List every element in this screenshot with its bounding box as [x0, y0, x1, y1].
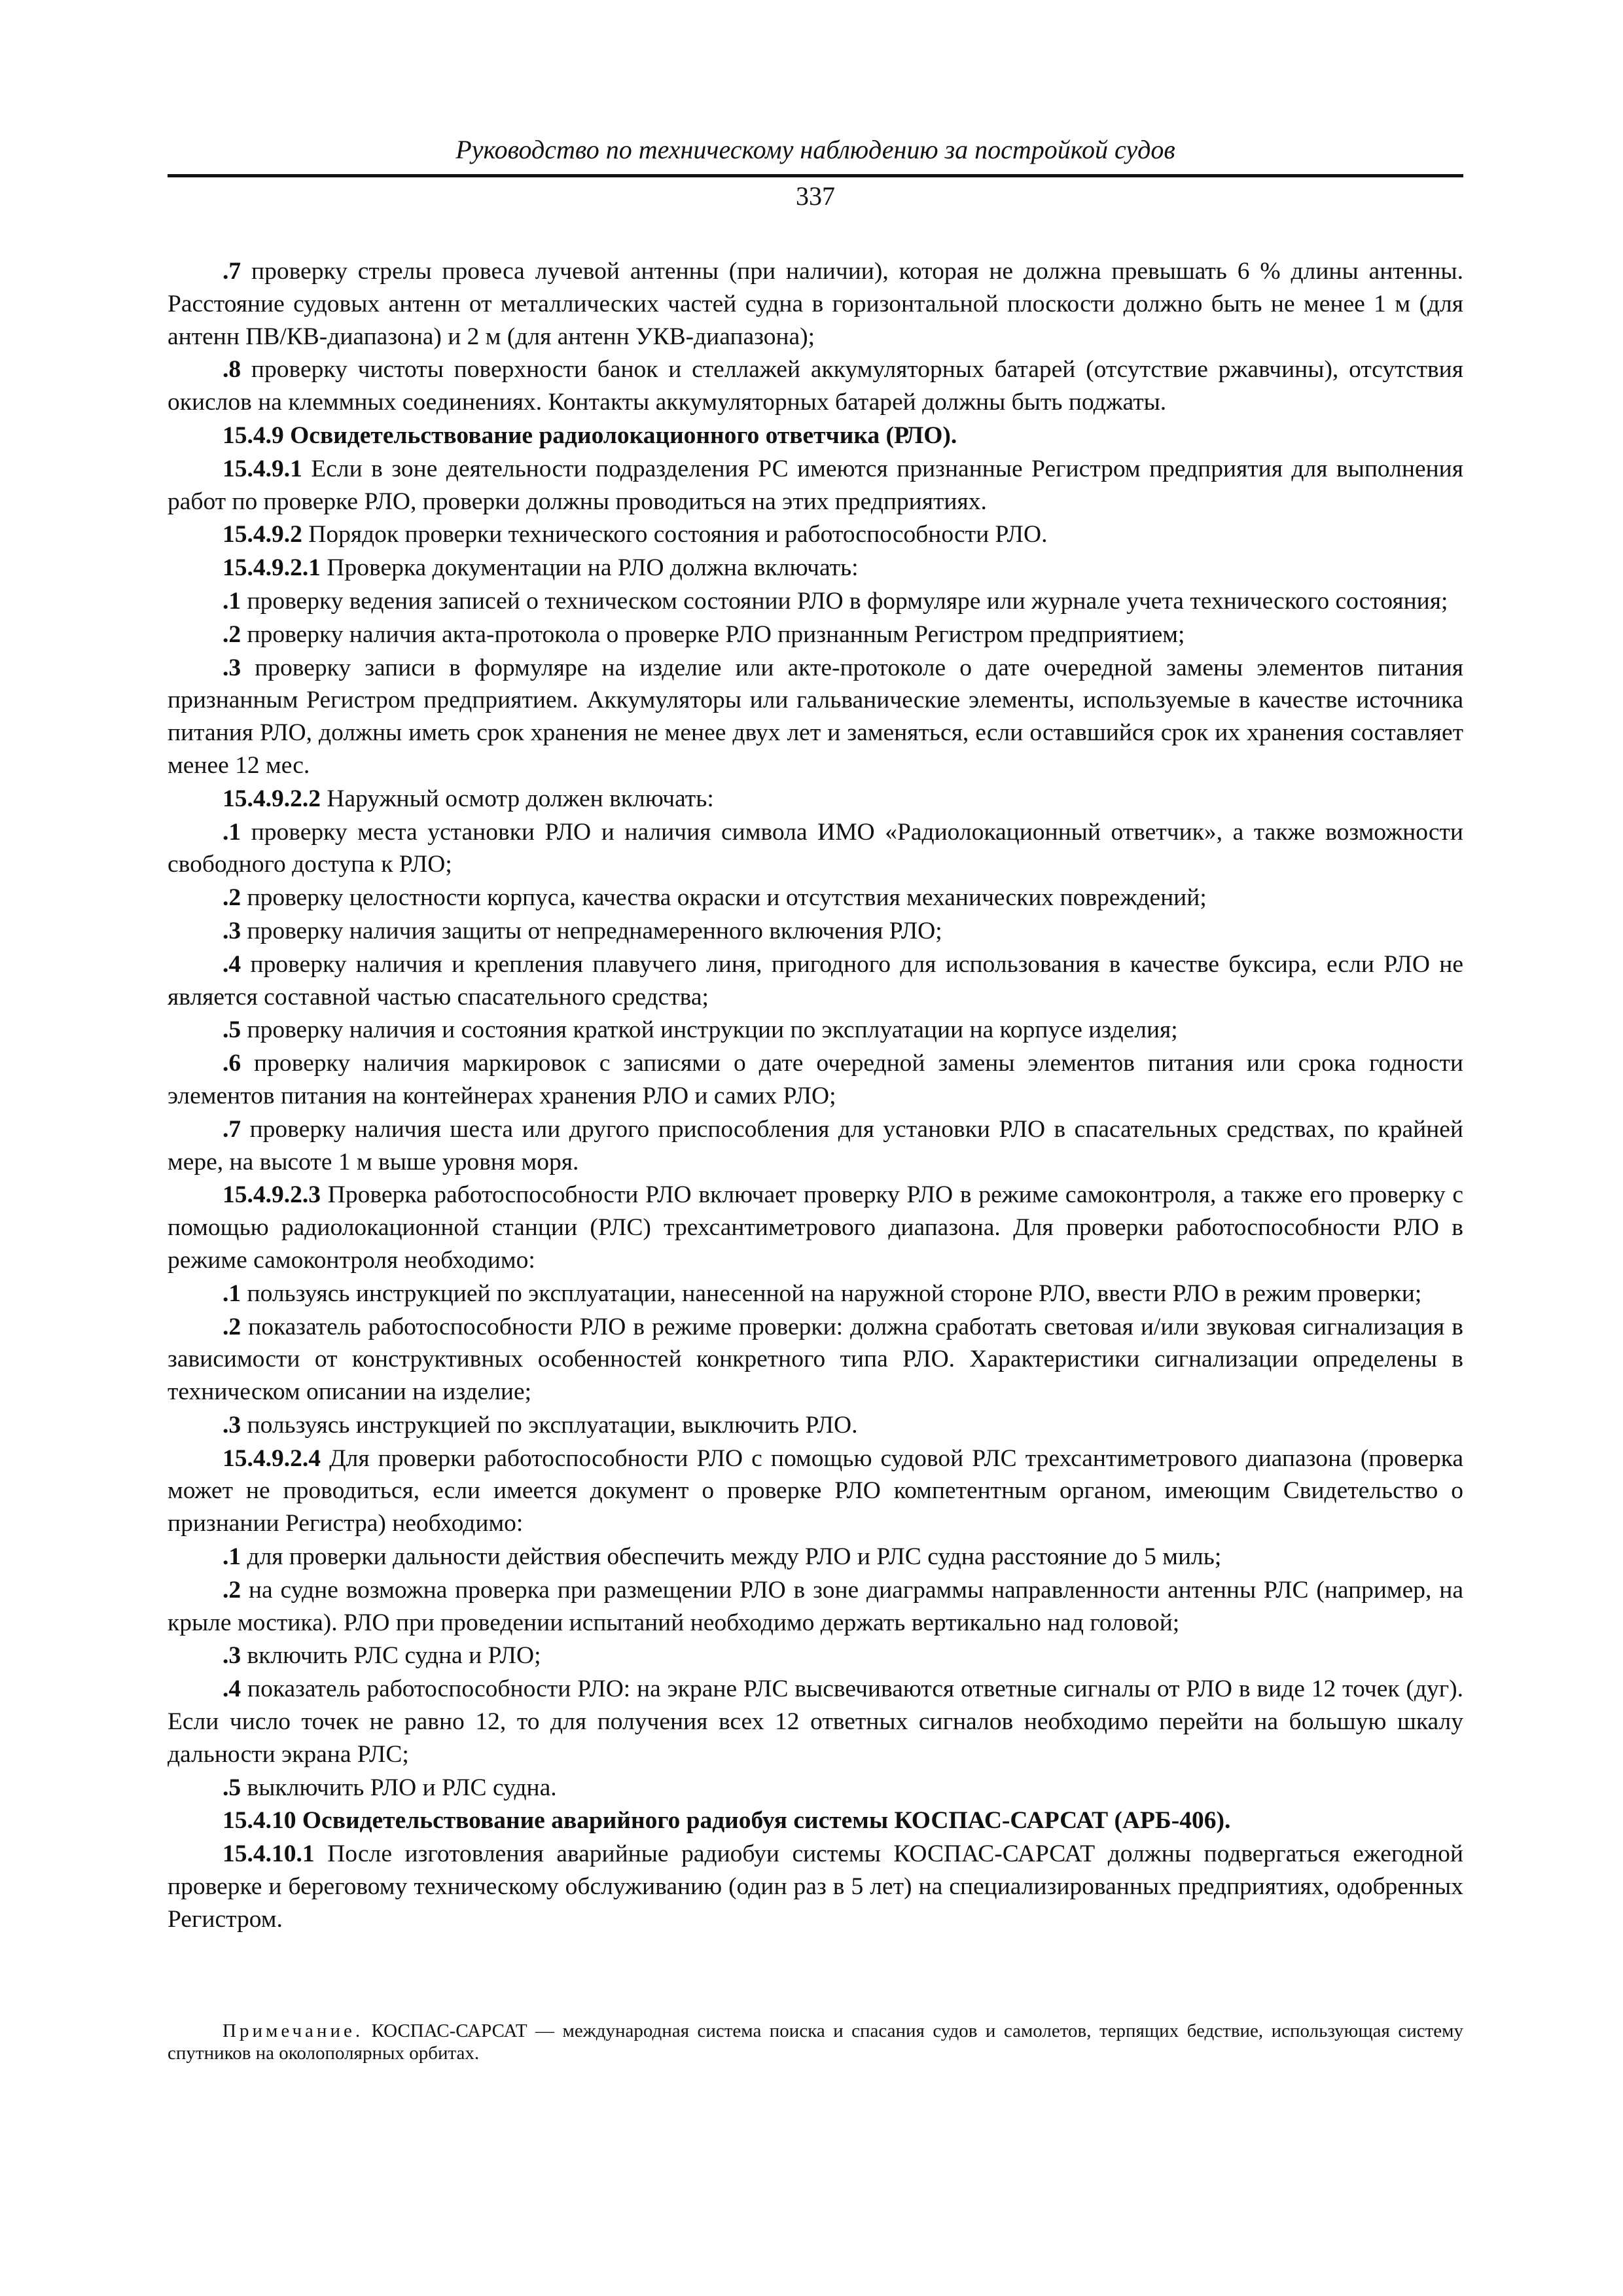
item-number: .1	[223, 587, 241, 615]
paragraph-text: пользуясь инструкцией по эксплуатации, выключить РЛО.	[241, 1411, 858, 1439]
page-number: 337	[796, 181, 835, 211]
paragraph-text: Проверка документации на РЛО должна включать:	[321, 554, 859, 582]
item-number: 15.4.9.2.2	[223, 785, 321, 812]
body-text	[168, 255, 1463, 1937]
paragraph-text: проверку целостности корпуса, качества окраски и отсутствия механических повреждений;	[241, 884, 1207, 912]
paragraph	[168, 1014, 1463, 1047]
paragraph-text: проверку наличия и состояния краткой инструкции по эксплуатации на корпусе изделия;	[241, 1016, 1178, 1044]
paragraph-text: проверку наличия шеста или другого приспособления для установки РЛО в спасательных средствах, по крайней мере, на высоте 1 м выше уровня моря.	[168, 1115, 1463, 1175]
paragraph-text: Для проверки работоспособности РЛО с помощью судовой РЛС трехсантиметрового диапазона (проверка может не проводиться, если имеется документ о проверке РЛО компетентным органом, имеющим Свидетельство о признании Регистра) необходимо:	[168, 1444, 1463, 1537]
item-number: .3	[223, 1642, 241, 1670]
item-number: .1	[223, 818, 241, 846]
item-number: 15.4.10.1	[223, 1840, 315, 1868]
paragraph	[168, 255, 1463, 353]
paragraph	[168, 552, 1463, 584]
item-number: 15.4.9.2.3	[223, 1181, 321, 1209]
paragraph	[168, 1772, 1463, 1804]
paragraph	[168, 1179, 1463, 1276]
paragraph	[168, 1574, 1463, 1640]
paragraph-text: выключить РЛО и РЛС судна.	[241, 1774, 557, 1801]
item-number: .4	[223, 1676, 241, 1703]
item-number: .3	[223, 1411, 241, 1439]
section-heading	[168, 1804, 1463, 1837]
paragraph-text: Если в зоне деятельности подразделения РС имеются признанные Регистром предприятия для выполнения работ по проверке РЛО, проверки должны проводиться на этих предприятиях.	[168, 455, 1463, 515]
paragraph	[168, 518, 1463, 551]
paragraph	[168, 1278, 1463, 1310]
paragraph-text: проверку ведения записей о техническом состоянии РЛО в формуляре или журнале учета технического состояния;	[241, 587, 1448, 615]
paragraph	[168, 816, 1463, 882]
paragraph-text: для проверки дальности действия обеспечить между РЛО и РЛС судна расстояние до 5 миль;	[241, 1543, 1222, 1571]
paragraph	[168, 1838, 1463, 1935]
item-number: .5	[223, 1016, 241, 1044]
item-number: .7	[223, 258, 241, 285]
item-number: .1	[223, 1543, 241, 1571]
paragraph	[168, 1640, 1463, 1672]
paragraph	[168, 915, 1463, 948]
item-number: 15.4.9.2.4	[223, 1444, 321, 1472]
paragraph-text: проверку наличия и крепления плавучего линя, пригодного для использования в качестве буксира, если РЛО не является составной частью спасательного средства;	[168, 950, 1463, 1011]
paragraph	[168, 948, 1463, 1014]
paragraph-text: проверку записи в формуляре на изделие или акте-протоколе о дате очередной замены элементов питания признанным Регистром предприятием. Аккумуляторы или гальванические элементы, используемые в качестве источника питания РЛО, должны иметь срок хранения не менее двух лет и заменяться, если оставшийся срок их хранения составляет менее 12 мес.	[168, 654, 1463, 779]
note-text: КОСПАС-САРСАТ — международная система поиска и спасания судов и самолетов, терпящих бедствие, использующая систему спутников на околополярных орбитах.	[168, 2020, 1463, 2064]
paragraph	[168, 783, 1463, 816]
footnote	[168, 2020, 1463, 2064]
paragraph	[168, 1443, 1463, 1540]
item-number: .1	[223, 1280, 241, 1307]
item-number: .2	[223, 620, 241, 648]
item-number: 15.4.9.1	[223, 455, 302, 482]
paragraph-text: После изготовления аварийные радиобуи системы КОСПАС-САРСАТ должны подвергаться ежегодной проверке и береговому техническому обслуживанию (один раз в 5 лет) на специализированных предприятиях, одобренных Регистром.	[168, 1840, 1463, 1933]
item-number: .7	[223, 1115, 241, 1143]
item-number: 15.4.9.2.1	[223, 554, 321, 582]
item-number: .2	[223, 1313, 241, 1340]
item-number: .3	[223, 917, 241, 944]
paragraph	[168, 1541, 1463, 1573]
paragraph	[168, 652, 1463, 782]
item-number: 15.4.9.2	[223, 521, 302, 548]
paragraph	[168, 453, 1463, 518]
paragraph-text: включить РЛС судна и РЛО;	[241, 1642, 541, 1670]
paragraph	[168, 1113, 1463, 1179]
paragraph-text: Проверка работоспособности РЛО включает проверку РЛО в режиме самоконтроля, а также его проверку с помощью радиолокационной станции (РЛС) трехсантиметрового диапазона. Для проверки работоспособности РЛО в режиме самоконтроля необходимо:	[168, 1181, 1463, 1274]
paragraph-text: проверку стрелы провеса лучевой антенны (при наличии), которая не должна превышать 6 % длины антенны. Расстояние судовых антенн от металлических частей судна в горизонтальной плоскости должно быть не менее 1 м (для антенн ПВ/КВ-диапазона) и 2 м (для антенн УКВ-диапазона);	[168, 258, 1463, 350]
paragraph-text: показатель работоспособности РЛО в режиме проверки: должна сработать световая и/или звуковая сигнализация в зависимости от конструктивных особенностей конкретного типа РЛО. Характеристики сигнализации определены в техническом описании на изделие;	[168, 1313, 1463, 1406]
paragraph	[168, 882, 1463, 914]
paragraph-text: проверку места установки РЛО и наличия символа ИМО «Радиолокационный ответчик», а также возможности свободного доступа к РЛО;	[168, 818, 1463, 878]
item-number: .8	[223, 356, 241, 384]
paragraph-text: Порядок проверки технического состояния и работоспособности РЛО.	[302, 521, 1048, 548]
paragraph-text: показатель работоспособности РЛО: на экране РЛС высвечиваются ответные сигналы от РЛО в виде 12 точек (дуг). Если число точек не равно 12, то для получения всех 12 ответных сигналов необходимо перейти на большую шкалу дальности экрана РЛС;	[168, 1676, 1463, 1768]
paragraph	[168, 1311, 1463, 1408]
item-number: .3	[223, 654, 241, 681]
item-number: .4	[223, 950, 241, 978]
section-heading-text: 15.4.10 Освидетельствование аварийного радиобуя системы КОСПАС-САРСАТ (АРБ-406).	[223, 1807, 1231, 1835]
header-rule	[168, 174, 1463, 177]
item-number: .6	[223, 1050, 241, 1077]
paragraph-text: Наружный осмотр должен включать:	[321, 785, 714, 812]
paragraph-text: проверку наличия маркировок с записями о дате очередной замены элементов питания или срока годности элементов питания на контейнерах хранения РЛО и самих РЛО;	[168, 1050, 1463, 1109]
section-heading-text: 15.4.9 Освидетельствование радиолокационного ответчика (РЛО).	[223, 422, 957, 449]
paragraph	[168, 353, 1463, 419]
running-header: Руководство по техническому наблюдению за постройкой судов	[455, 135, 1175, 164]
paragraph-text: проверку наличия защиты от непреднамеренного включения РЛО;	[241, 917, 942, 944]
item-number: .2	[223, 884, 241, 912]
paragraph-text: проверку наличия акта-протокола о проверке РЛО признанным Регистром предприятием;	[241, 620, 1185, 648]
paragraph	[168, 619, 1463, 651]
item-number: .5	[223, 1774, 241, 1801]
paragraph	[168, 1047, 1463, 1113]
paragraph	[168, 585, 1463, 618]
note-label: Примечание.	[223, 2020, 364, 2041]
section-heading	[168, 420, 1463, 452]
item-number: .2	[223, 1576, 241, 1604]
paragraph-text: на судне возможна проверка при размещении РЛО в зоне диаграммы направленности антенны РЛС (например, на крыле мостика). РЛО при проведении испытаний необходимо держать вертикально над головой;	[168, 1576, 1463, 1636]
paragraph-text: проверку чистоты поверхности банок и стеллажей аккумуляторных батарей (отсутствие ржавчины), отсутствия окислов на клеммных соединениях. Контакты аккумуляторных батарей должны быть поджаты.	[168, 356, 1463, 416]
paragraph	[168, 1673, 1463, 1770]
paragraph	[168, 1409, 1463, 1442]
paragraph-text: пользуясь инструкцией по эксплуатации, нанесенной на наружной стороне РЛО, ввести РЛО в режим проверки;	[241, 1280, 1422, 1307]
